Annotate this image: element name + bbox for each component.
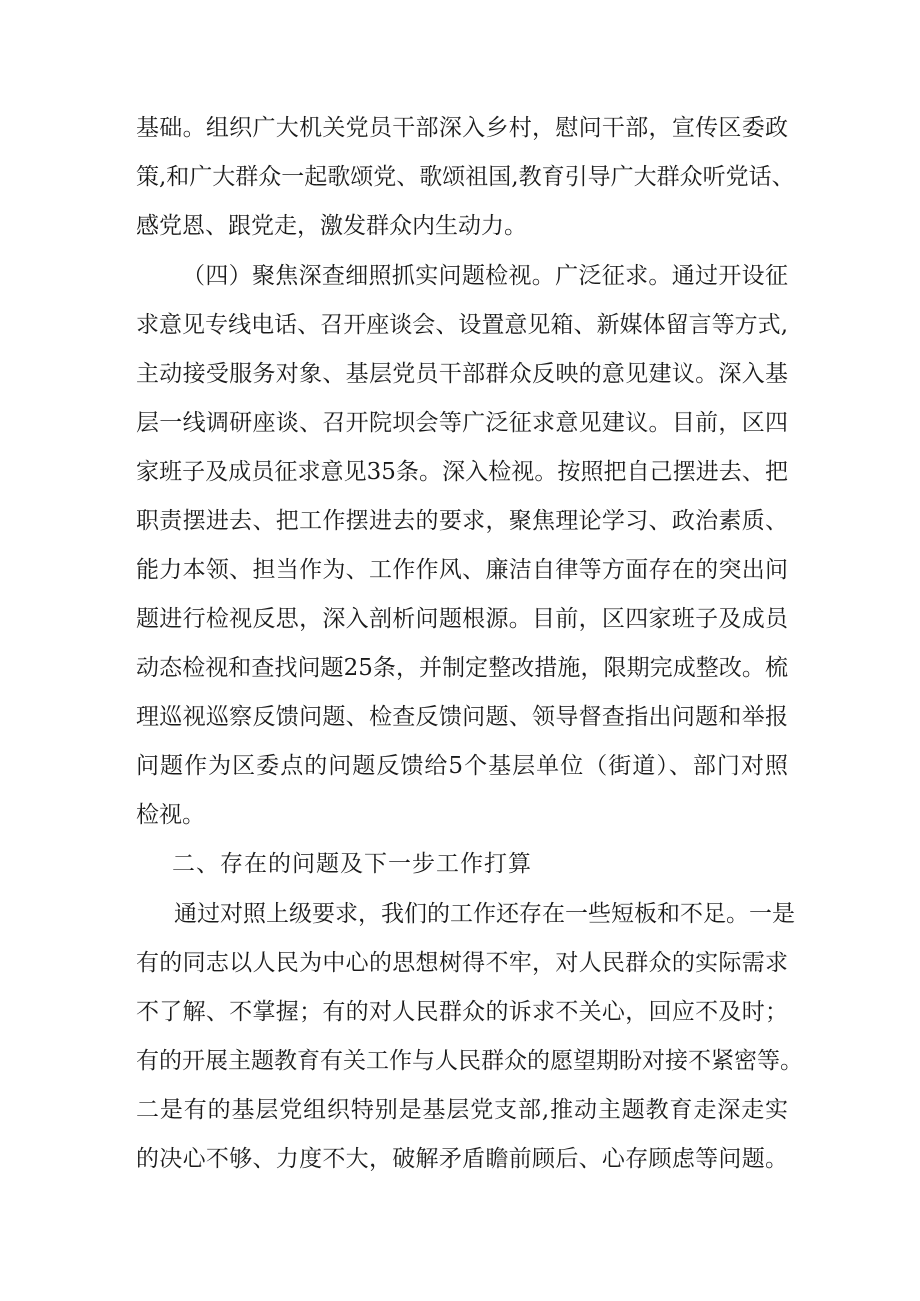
paragraph-3-line-6: 的决心不够、力度不大，破解矛盾瞻前顾后、心存顾虑等问题。	[136, 1146, 788, 1172]
paragraph-3-line-2: 有的同志以人民为中心的思想树得不牢，对人民群众的实际需求	[136, 950, 788, 976]
paragraph-2-line-2: 求意见专线电话、召开座谈会、设置意见箱、新媒体留言等方式,	[136, 312, 788, 338]
paragraph-2-line-12: 检视。	[136, 802, 205, 828]
paragraph-3-line-1: 通过对照上级要求，我们的工作还存在一些短板和不足。一是	[174, 901, 795, 927]
paragraph-2-line-4: 层一线调研座谈、召开院坝会等广泛征求意见建议。目前，区四	[136, 410, 788, 436]
paragraph-3-line-4: 有的开展主题教育有关工作与人民群众的愿望期盼对接不紧密等。	[136, 1048, 803, 1074]
paragraph-2-line-10: 理巡视巡察反馈问题、检查反馈问题、领导督查指出问题和举报	[136, 704, 788, 730]
paragraph-2-line-9: 动态检视和查找问题25条，并制定整改措施，限期完成整改。梳	[136, 655, 788, 681]
paragraph-3-line-5: 二是有的基层党组织特别是基层党支部,推动主题教育走深走实	[136, 1097, 788, 1123]
section-heading: 二、存在的问题及下一步工作打算	[172, 851, 532, 877]
paragraph-3-line-3: 不了解、不掌握；有的对人民群众的诉求不关心，回应不及时；	[136, 999, 788, 1025]
paragraph-1-line-2: 策,和广大群众一起歌颂党、歌颂祖国,教育引导广大群众听党话、	[136, 164, 795, 190]
paragraph-2-line-6: 职责摆进去、把工作摆进去的要求，聚焦理论学习、政治素质、	[136, 508, 788, 534]
paragraph-2-line-7: 能力本领、担当作为、工作作风、廉洁自律等方面存在的突出问	[136, 557, 788, 583]
paragraph-2-line-1: （四）聚焦深查细照抓实问题检视。广泛征求。通过开设征	[182, 263, 788, 289]
paragraph-1-line-3: 感党恩、跟党走，激发群众内生动力。	[136, 213, 527, 239]
paragraph-2-line-8: 题进行检视反思，深入剖析问题根源。目前，区四家班子及成员	[136, 606, 788, 632]
paragraph-2-line-3: 主动接受服务对象、基层党员干部群众反映的意见建议。深入基	[136, 361, 788, 387]
paragraph-1-line-1: 基础。组织广大机关党员干部深入乡村，慰问干部，宣传区委政	[136, 115, 788, 141]
paragraph-2-line-11: 问题作为区委点的问题反馈给5个基层单位（街道）、部门对照	[136, 753, 788, 779]
paragraph-2-line-5: 家班子及成员征求意见35条。深入检视。按照把自己摆进去、把	[136, 459, 788, 485]
